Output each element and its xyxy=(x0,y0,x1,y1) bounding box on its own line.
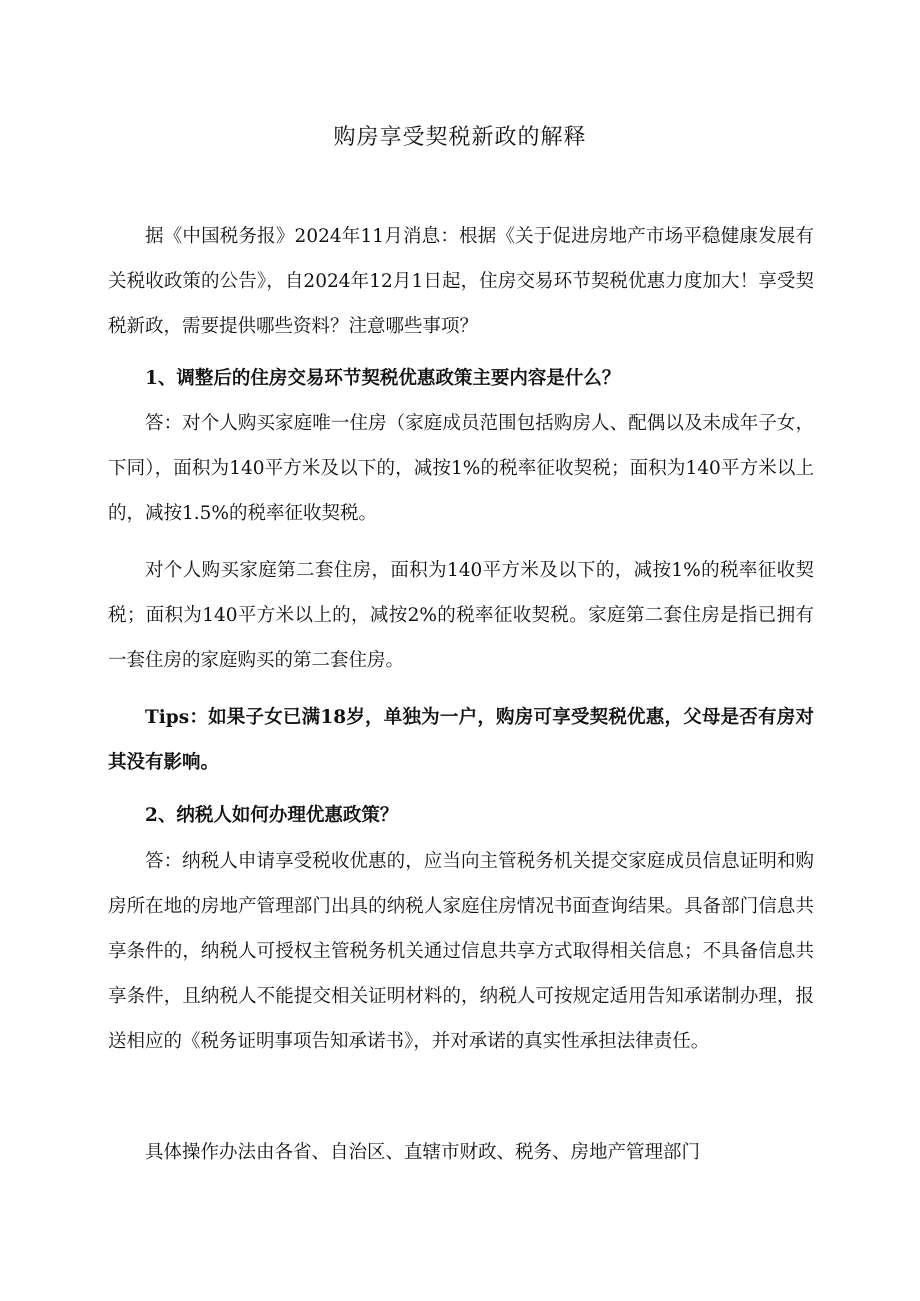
answer-1-paragraph: 答：对个人购买家庭唯一住房（家庭成员范围包括购房人、配偶以及未成年子女，下同），面积为140平方米及以下的，减按1%的税率征收契税；面积为140平方米以上的，减按1.5%的税率征收契税。 xyxy=(108,413,814,524)
question-1-heading: 1、调整后的住房交易环节契税优惠政策主要内容是什么？ xyxy=(145,368,621,389)
document-title: 购房享受契税新政的解释 xyxy=(333,125,587,150)
answer-1-second-home-paragraph: 对个人购买家庭第二套住房，面积为140平方米及以下的，减按1%的税率征收契税；面积为140平方米以上的，减按2%的税率征收契税。家庭第二套住房是指已拥有一套住房的家庭购买的第二套住房。 xyxy=(108,560,814,671)
tips-paragraph: Tips：如果子女已满18岁，单独为一户，购房可享受契税优惠，父母是否有房对其没有影响。 xyxy=(108,707,814,773)
intro-paragraph: 据《中国税务报》2024年11月消息：根据《关于促进房地产市场平稳健康发展有关税收政策的公告》，自2024年12月1日起，住房交易环节契税优惠力度加大！享受契税新政，需要提供哪些资料？注意哪些事项？ xyxy=(108,226,814,337)
question-2-heading: 2、纳税人如何办理优惠政策？ xyxy=(145,805,399,826)
answer-2-operation-paragraph: 具体操作办法由各省、自治区、直辖市财政、税务、房地产管理部门 xyxy=(145,1142,701,1163)
answer-2-paragraph: 答：纳税人申请享受税收优惠的，应当向主管税务机关提交家庭成员信息证明和购房所在地的房地产管理部门出具的纳税人家庭住房情况书面查询结果。具备部门信息共享条件的，纳税人可授权主管税务机关通过信息共享方式取得相关信息；不具备信息共享条件，且纳税人不能提交相关证明材料的，纳税人可按规定适用告知承诺制办理，报送相应的《税务证明事项告知承诺书》，并对承诺的真实性承担法律责任。 xyxy=(108,851,814,1052)
